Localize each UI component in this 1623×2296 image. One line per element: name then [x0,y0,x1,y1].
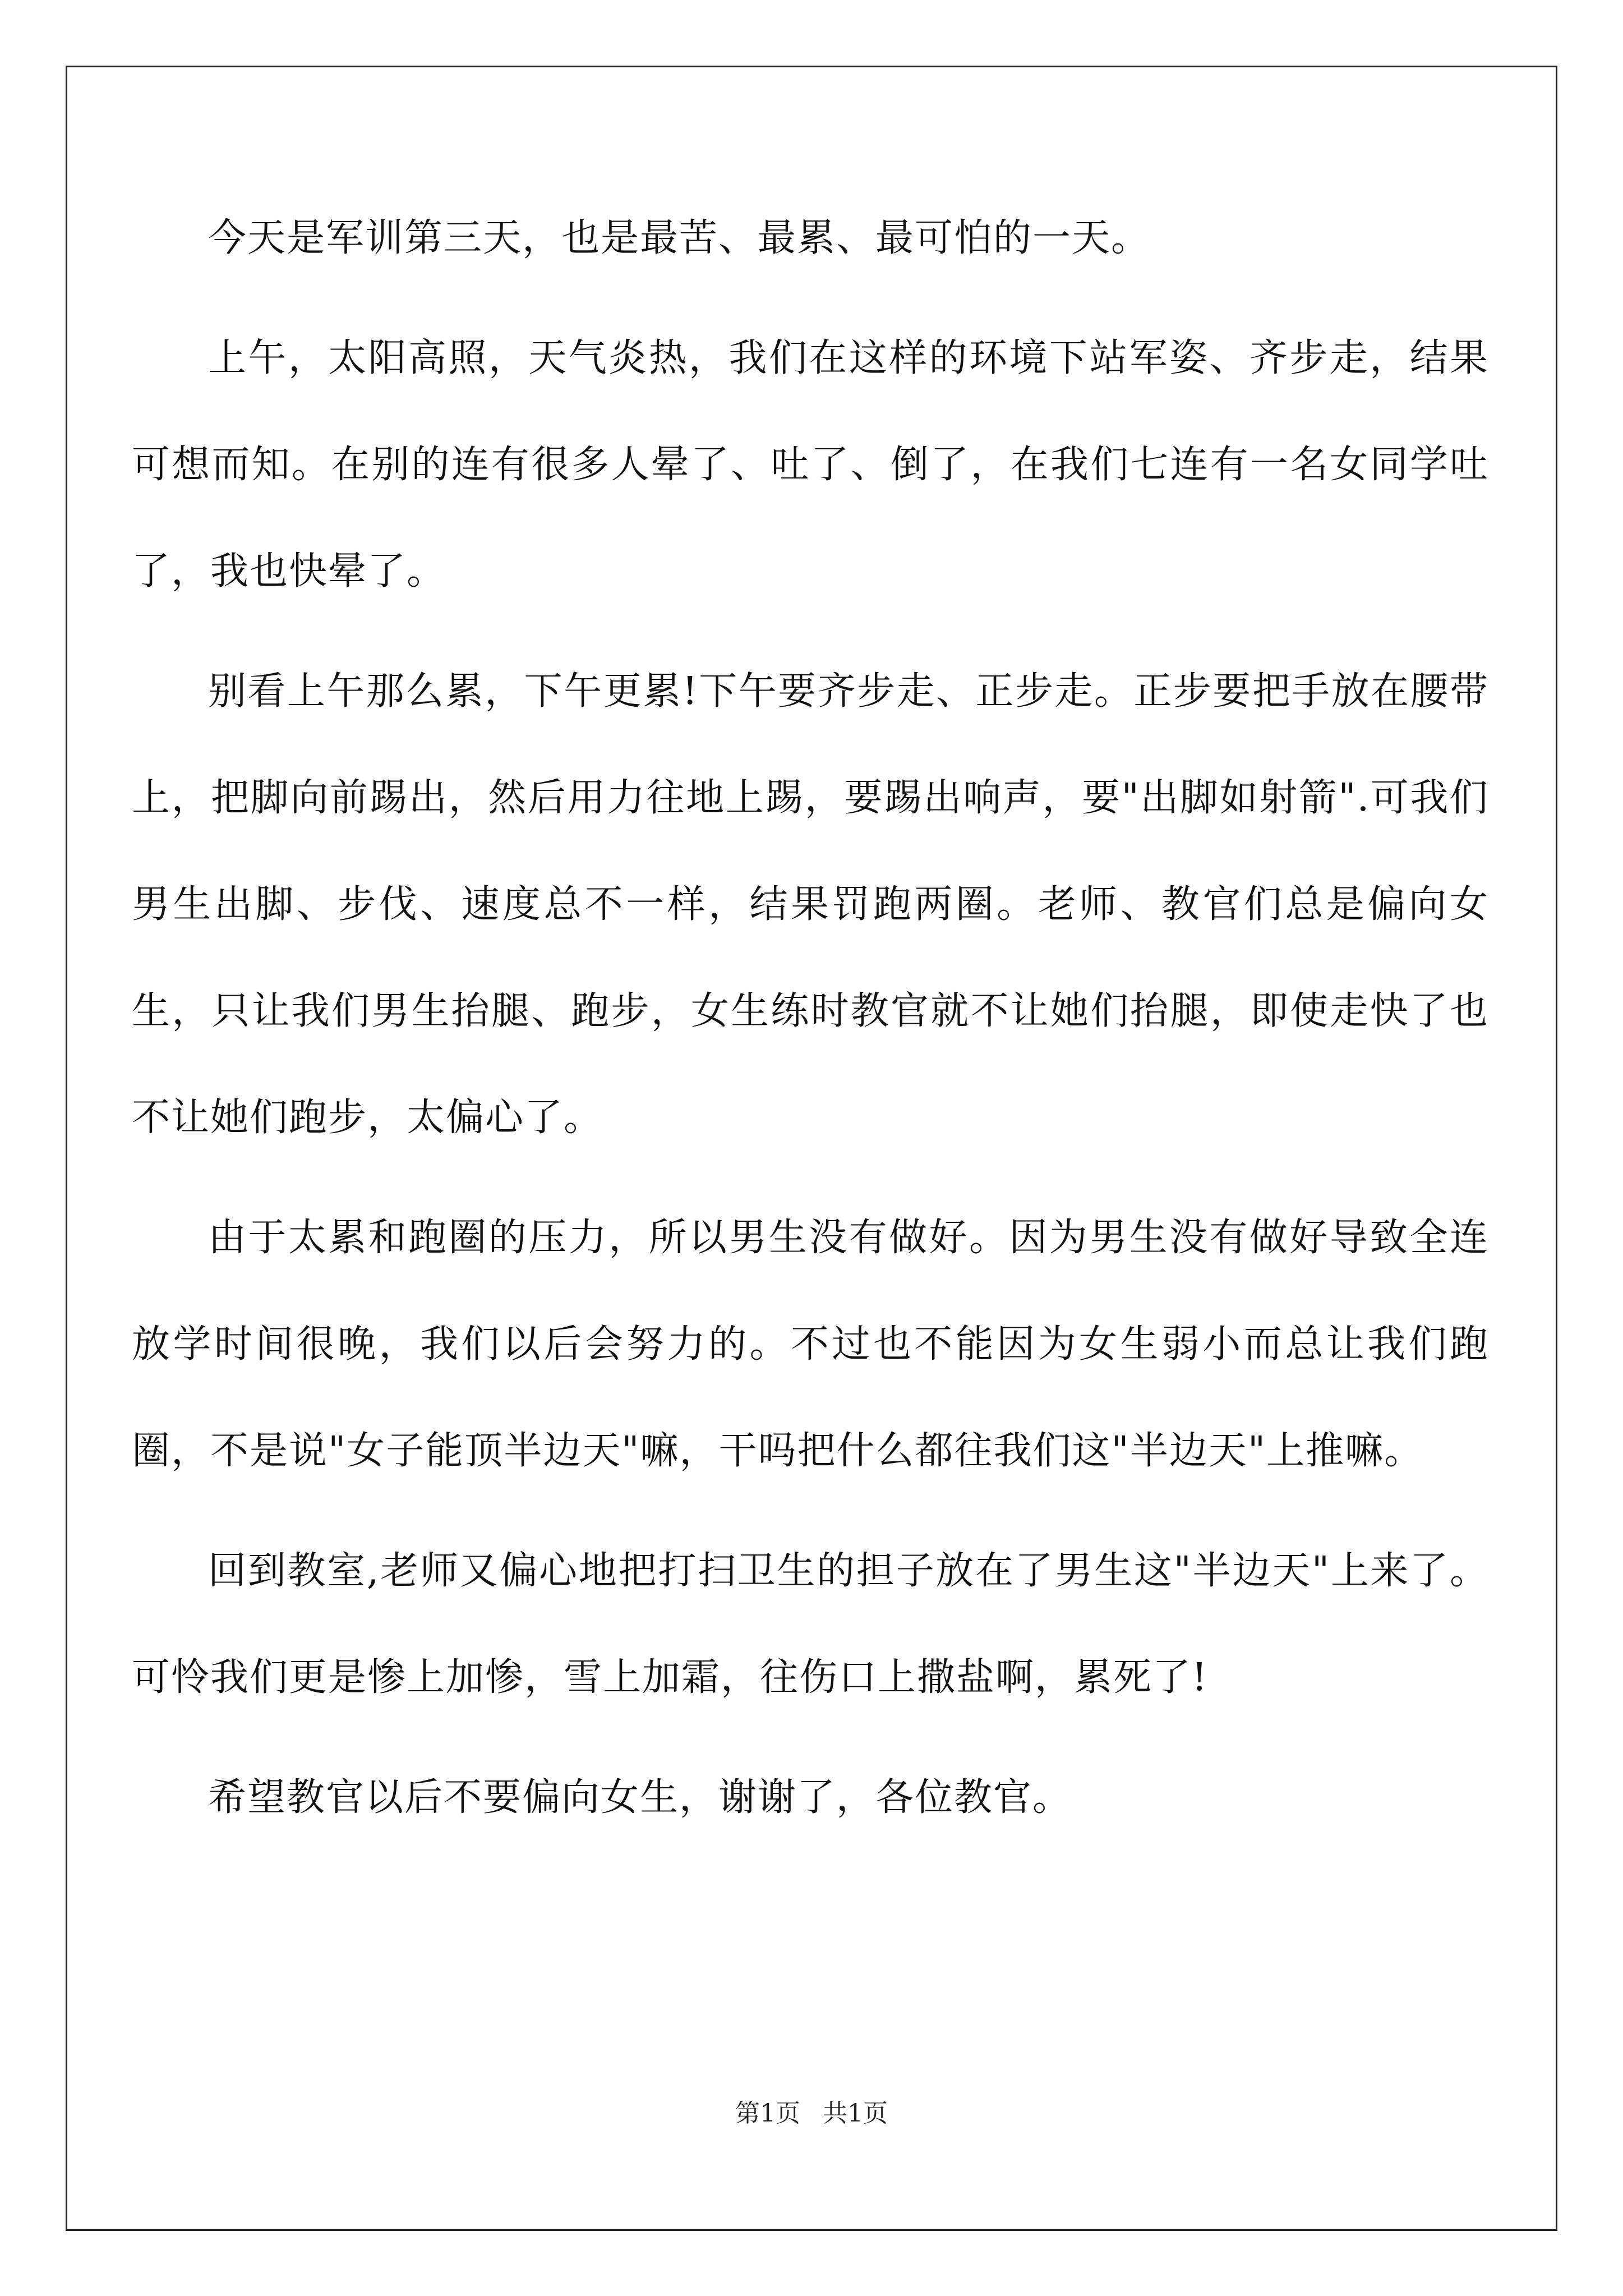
paragraph-4: 由于太累和跑圈的压力，所以男生没有做好。因为男生没有做好导致全连放学时间很晚，我们以后会努力的。不过也不能因为女生弱小而总让我们跑圈，不是说"女子能顶半边天"嘛，干吗把什么都往我们这"半边天"上推嘛。 [132,1216,1489,1473]
paragraph-2: 上午，太阳高照，天气炎热，我们在这样的环境下站军姿、齐步走，结果可想而知。在别的连有很多人晕了、吐了、倒了，在我们七连有一名女同学吐了，我也快晕了。 [132,336,1489,593]
page-footer [0,2097,1623,2131]
paragraph-3: 别看上午那么累，下午更累!下午要齐步走、正步走。正步要把手放在腰带上，把脚向前踢出，然后用力往地上踢，要踢出响声，要"出脚如射箭".可我们男生出脚、步伐、速度总不一样，结果罚跑两圈。老师、教官们总是偏向女生，只让我们男生抬腿、跑步，女生练时教官就不让她们抬腿，即使走快了也不让她们跑步，太偏心了。 [132,669,1489,1140]
page-total: 共1页 [823,2099,888,2128]
page-number: 第1页 [735,2099,800,2128]
paragraph-5: 回到教室,老师又偏心地把打扫卫生的担子放在了男生这"半边天"上来了。可怜我们更是惨上加惨，雪上加霜，往伤口上撒盐啊，累死了! [132,1549,1489,1700]
paragraph-1: 今天是军训第三天，也是最苦、最累、最可怕的一天。 [208,216,1151,260]
paragraph-6: 希望教官以后不要偏向女生，谢谢了，各位教官。 [208,1775,1072,1820]
document-body [132,185,1489,1865]
